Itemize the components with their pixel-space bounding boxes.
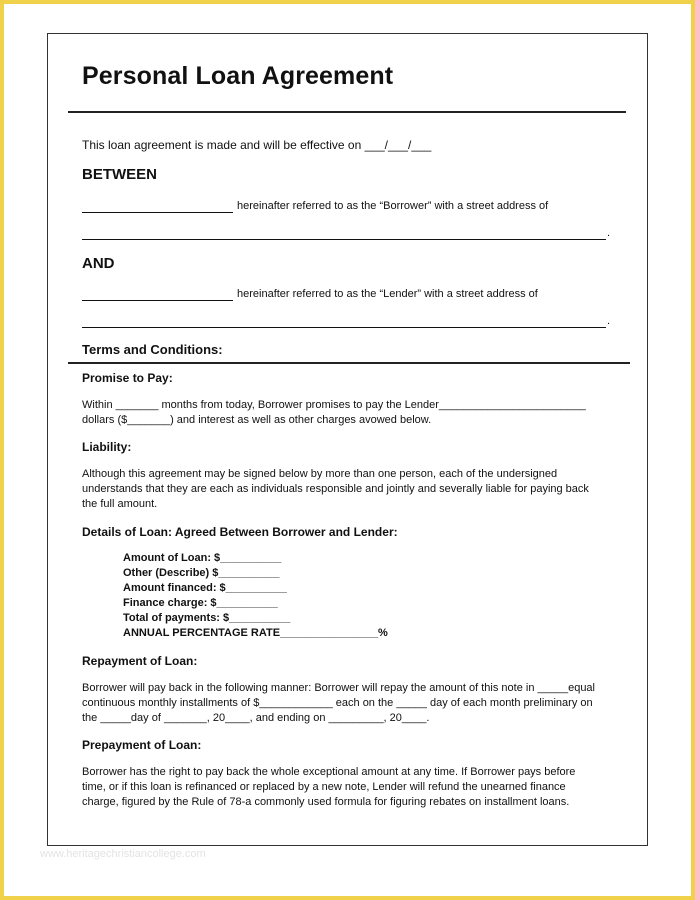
repayment-line-2: continuous monthly installments of $____________ each on the _____ day of each month preliminary on — [82, 697, 593, 709]
lender-address-blank[interactable] — [82, 327, 606, 328]
liability-line-1: Although this agreement may be signed below by more than one person, each of the undersigned — [82, 468, 558, 480]
lender-address-period: . — [607, 315, 611, 327]
lender-name-blank[interactable] — [82, 300, 233, 301]
liability-line-2: understands that they are each as individuals responsible and jointly and severally liable for paying back — [82, 483, 589, 495]
and-heading: AND — [82, 255, 115, 272]
terms-rule — [68, 362, 630, 364]
terms-heading: Terms and Conditions: — [82, 342, 223, 357]
prepayment-line-2: time, or if this loan is refinanced or replaced by a new note, Lender will refund the unearned finance — [82, 781, 566, 793]
intro-line: This loan agreement is made and will be effective on ___/___/___ — [82, 138, 432, 152]
details-heading: Details of Loan: Agreed Between Borrower and Lender: — [82, 525, 398, 539]
repayment-line-3: the _____day of _______, 20____, and ending on _________, 20____. — [82, 712, 430, 724]
lender-line: hereinafter referred to as the “Lender” with a street address of — [237, 288, 538, 300]
borrower-name-blank[interactable] — [82, 212, 233, 213]
borrower-address-period: . — [607, 227, 611, 239]
liability-heading: Liability: — [82, 440, 132, 454]
repayment-line-1: Borrower will pay back in the following manner: Borrower will repay the amount of this note in _____equal — [82, 682, 595, 694]
prepayment-line-3: charge, figured by the Rule of 78-a commonly used formula for figuring rebates on installment loans. — [82, 796, 570, 808]
detail-other: Other (Describe) $__________ — [123, 567, 280, 579]
promise-line-2: dollars ($_______) and interest as well as other charges avowed below. — [82, 414, 432, 426]
prepayment-line-1: Borrower has the right to pay back the whole exceptional amount at any time. If Borrower pays before — [82, 766, 576, 778]
detail-apr: ANNUAL PERCENTAGE RATE________________% — [123, 627, 388, 639]
document-page — [47, 33, 648, 846]
detail-amount-of-loan: Amount of Loan: $__________ — [123, 552, 282, 564]
document-title: Personal Loan Agreement — [82, 62, 394, 90]
title-rule — [68, 111, 626, 113]
watermark-text: www.heritagechristiancollege.com — [40, 848, 206, 860]
prepayment-heading: Prepayment of Loan: — [82, 738, 202, 752]
promise-heading: Promise to Pay: — [82, 371, 173, 385]
borrower-address-blank[interactable] — [82, 239, 606, 240]
liability-line-3: the full amount. — [82, 498, 158, 510]
detail-total-payments: Total of payments: $__________ — [123, 612, 291, 624]
detail-amount-financed: Amount financed: $__________ — [123, 582, 287, 594]
repayment-heading: Repayment of Loan: — [82, 654, 198, 668]
promise-line-1: Within _______ months from today, Borrower promises to pay the Lender________________________ — [82, 399, 586, 411]
between-heading: BETWEEN — [82, 166, 157, 183]
borrower-line: hereinafter referred to as the “Borrower” with a street address of — [237, 200, 549, 212]
detail-finance-charge: Finance charge: $__________ — [123, 597, 278, 609]
